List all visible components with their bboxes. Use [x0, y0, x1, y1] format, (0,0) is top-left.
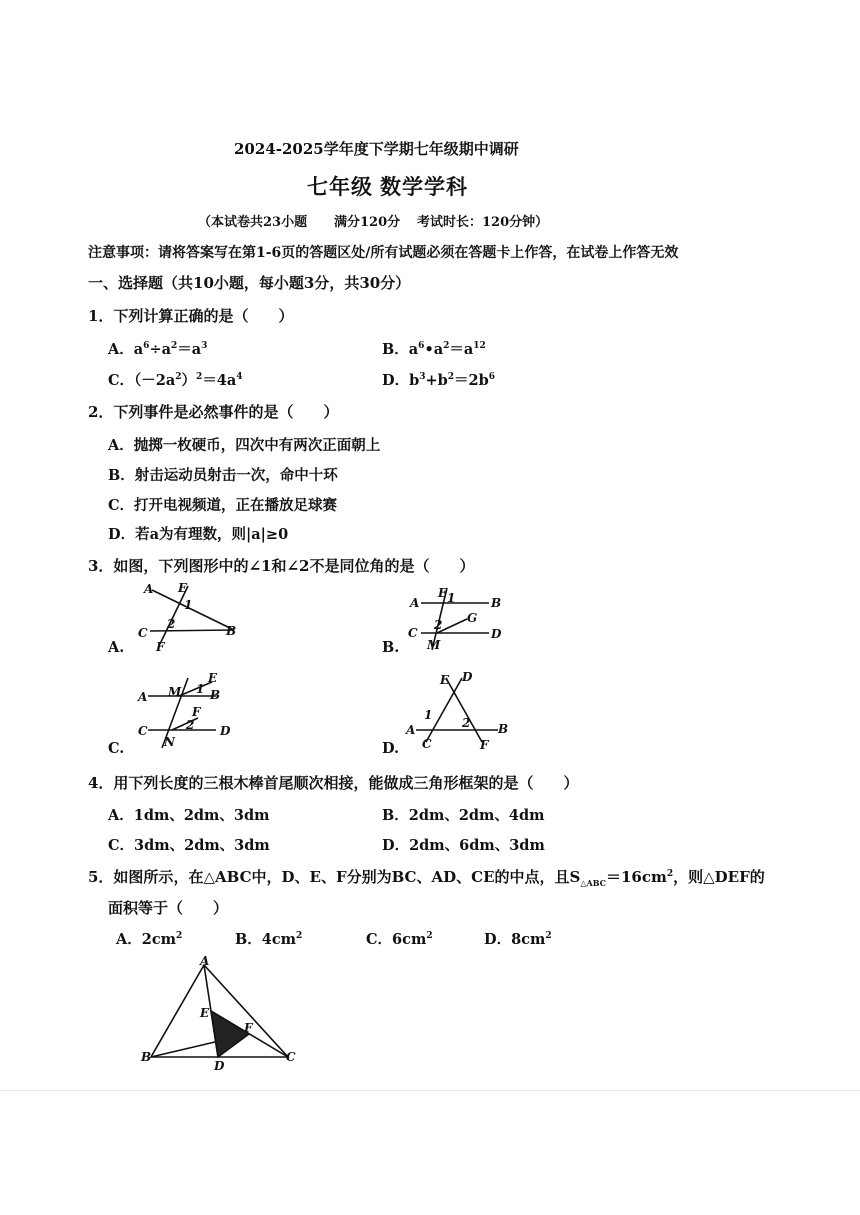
fig-c-label-b: B — [210, 688, 221, 702]
q3-option-b-label: B. — [382, 639, 400, 656]
fig-a-label-a: A — [144, 582, 154, 596]
q3-option-c-label: C. — [108, 740, 125, 757]
q5-option-d: D．$8cm^2$ — [484, 931, 552, 948]
q4-option-b: B．2dm、2dm、4dm — [382, 807, 545, 824]
q1-option-d: D．$b^3+b^2=2b^6$ — [382, 372, 496, 389]
q1-option-c: C．$(-2a^2)^2=4a^4$ — [108, 372, 243, 389]
fig-b-label-1: 1 — [447, 591, 456, 605]
q2-stem: 2．下列事件是必然事件的是（ ） — [88, 403, 339, 421]
q5-stem: 5．如图所示，在△ABC中，D、E、F分别为BC、AD、CE的中点，且$S_{\triangle ABC}=16cm^2$，则△DEF的 — [88, 868, 765, 888]
q3-figure-a — [130, 580, 250, 652]
fig-c-label-2: 2 — [186, 718, 195, 732]
fig-d-label-c: C — [422, 737, 432, 751]
fig-b-label-e: E — [438, 586, 448, 600]
notice-text: 请将答案写在第1-6页的答题区处/所有试题必须在答题卡上作答，在试卷上作答无效 — [158, 245, 679, 261]
notice — [88, 242, 678, 262]
fig-a-label-2: 2 — [167, 617, 176, 631]
fig-c-label-n: N — [164, 735, 175, 749]
fig-a-label-f: F — [156, 640, 165, 654]
info-questions: （本试卷共23小题 — [198, 215, 308, 230]
fig-a-label-1: 1 — [184, 598, 193, 612]
q5-label-e: E — [200, 1006, 210, 1020]
q3-figure-c — [134, 672, 244, 750]
q5-label-c: C — [286, 1050, 296, 1064]
fig-d-label-e: E — [440, 673, 450, 687]
fig-a-line-cb — [150, 630, 234, 631]
fig-b-label-a: A — [410, 596, 420, 610]
subject-label: 数学学科 — [380, 174, 468, 199]
fig-b-label-2: 2 — [434, 618, 443, 632]
fig-a-line-ab — [152, 590, 234, 630]
fig-d-label-1: 1 — [424, 708, 433, 722]
q3-figure-b — [405, 582, 515, 654]
fig-d-label-2: 2 — [462, 716, 471, 730]
q5-stem-line2: 面积等于（ ） — [108, 899, 229, 917]
q1-stem: 1．下列计算正确的是（ ） — [88, 307, 294, 325]
fig-a-label-e: E — [178, 581, 188, 595]
fig-d-line-ef — [446, 678, 482, 742]
q1-option-a: A．$a^6\div a^2=a^3$ — [108, 341, 208, 358]
fig-a-label-b: B — [226, 624, 237, 638]
fig-c-label-a: A — [138, 690, 148, 704]
fig-c-label-f: F — [192, 705, 201, 719]
q5-figure — [138, 955, 308, 1075]
q2-option-c: C．打开电视频道，正在播放足球赛 — [108, 497, 338, 514]
page-divider — [0, 1090, 860, 1091]
q1-option-b: B．$a^6•a^2=a^{12}$ — [382, 341, 486, 358]
exam-title: 2024-2025学年度下学期七年级期中调研 — [234, 140, 519, 158]
fig-c-label-m: M — [168, 685, 182, 699]
q4-option-c: C．3dm、2dm、3dm — [108, 837, 270, 854]
fig-b-label-g: G — [467, 611, 478, 625]
info-time: 考试时长：120分钟） — [417, 215, 549, 230]
q5-label-a: A — [200, 954, 210, 968]
grade-label: 七年级 — [307, 174, 373, 199]
fig-c-label-c: C — [138, 724, 148, 738]
fig-b-label-c: C — [408, 626, 418, 640]
q4-option-d: D．2dm、6dm、3dm — [382, 837, 545, 854]
q5-label-f: F — [244, 1021, 253, 1035]
q4-stem: 4．用下列长度的三根木棒首尾顺次相接，能做成三角形框架的是（ ） — [88, 774, 579, 792]
section-heading: 一、选择题（共10小题，每小题3分，共30分） — [88, 274, 411, 292]
fig-d-label-d: D — [462, 670, 473, 684]
q2-option-b: B．射击运动员射击一次，命中十环 — [108, 467, 338, 484]
q2-option-d: D．若a为有理数，则|a|≥0 — [108, 526, 289, 543]
q5-label-d: D — [214, 1059, 225, 1073]
fig-b-label-b: B — [491, 596, 502, 610]
q5-label-b: B — [141, 1050, 152, 1064]
fig-c-label-d: D — [220, 724, 231, 738]
q2-option-a: A．抛掷一枚硬币，四次中有两次正面朝上 — [108, 437, 381, 454]
fig-c-label-1: 1 — [196, 682, 205, 696]
notice-label: 注意事项： — [88, 245, 158, 261]
q5-option-c: C．$6cm^2$ — [366, 931, 433, 948]
info-score: 满分120分 — [334, 215, 401, 230]
q5-option-b: B．$4cm^2$ — [235, 931, 303, 948]
fig-a-label-c: C — [138, 626, 148, 640]
fig-c-label-e: E — [208, 671, 218, 685]
q3-option-a-label: A. — [108, 639, 125, 656]
q5-option-a: A．$2cm^2$ — [116, 931, 183, 948]
fig-d-label-a: A — [406, 723, 416, 737]
q3-figure-d — [404, 670, 520, 750]
fig-d-label-f: F — [480, 738, 489, 752]
fig-b-label-m: M — [427, 638, 441, 652]
q4-option-a: A．1dm、2dm、3dm — [108, 807, 270, 824]
q3-stem: 3．如图，下列图形中的∠1和∠2不是同位角的是（ ） — [88, 557, 475, 575]
q3-option-d-label: D. — [382, 740, 400, 757]
fig-b-label-d: D — [491, 627, 502, 641]
fig-d-label-b: B — [498, 722, 509, 736]
